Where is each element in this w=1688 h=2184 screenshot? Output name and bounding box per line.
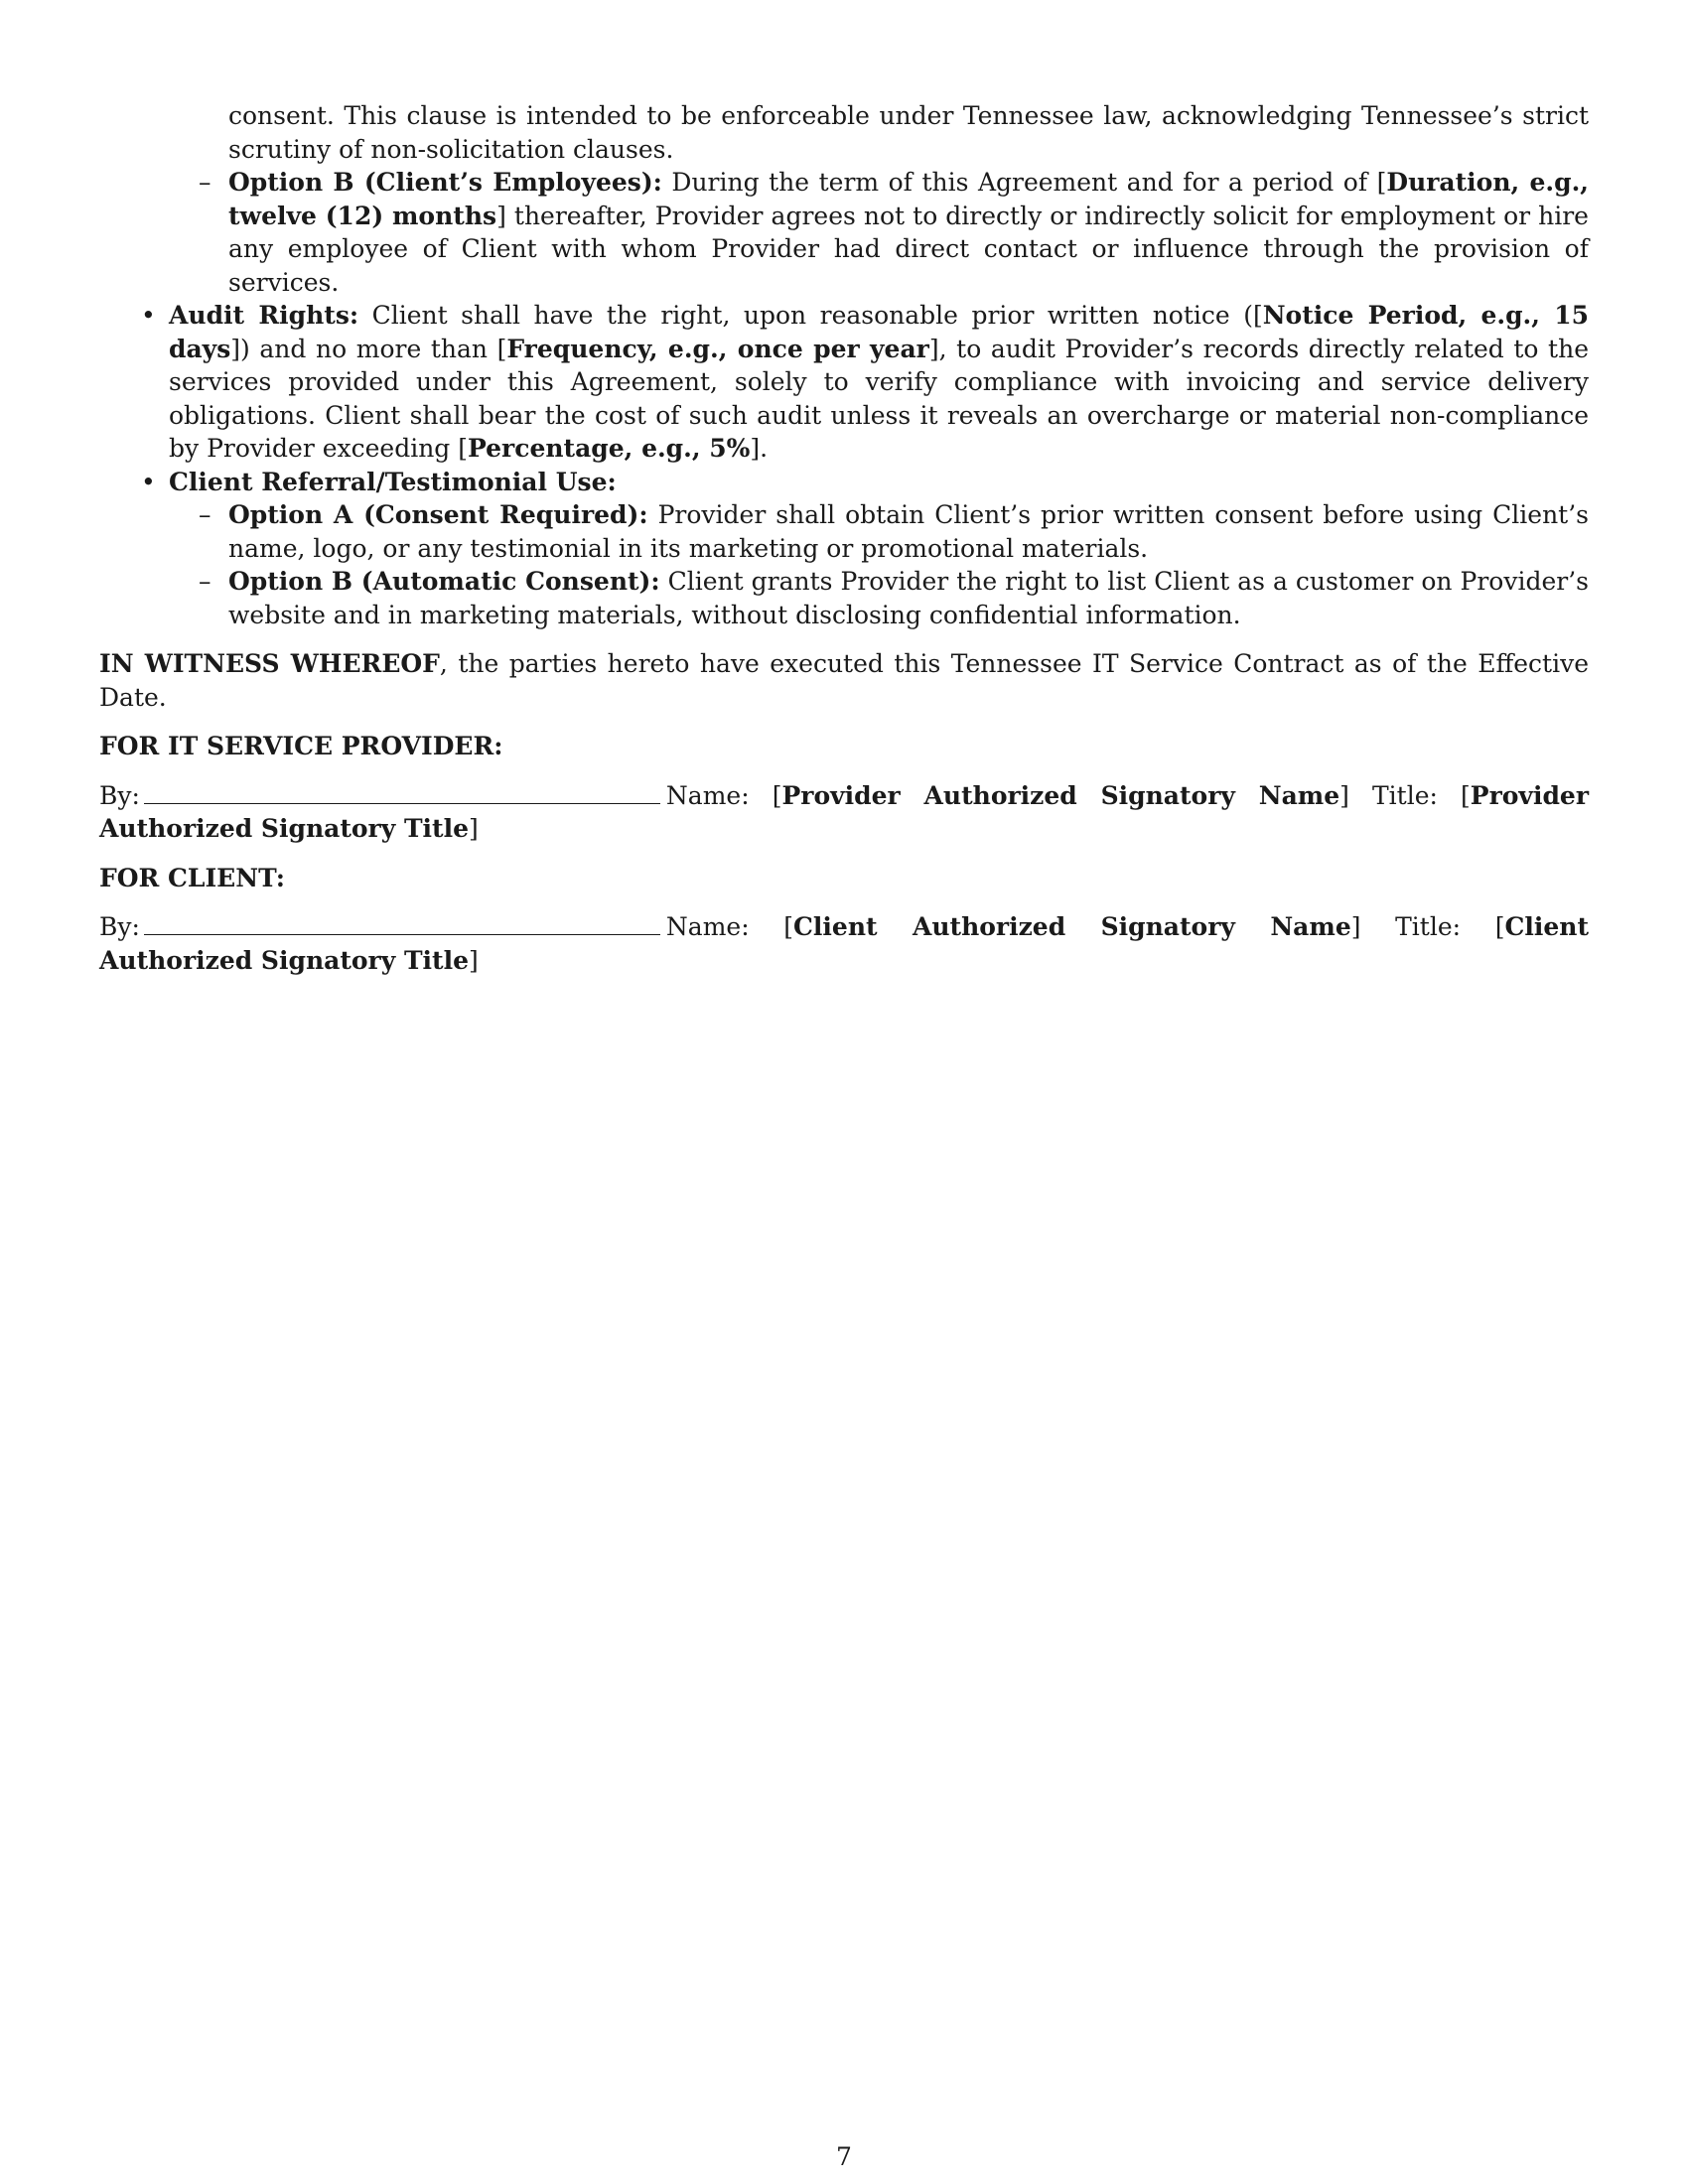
frequency-placeholder: Frequency, e.g., once per year [506,334,929,363]
option-b-client-employees [199,166,1589,299]
option-b-employees-text-2: ] thereafter, Provider agrees not to directly or indirectly solicit for employment or hire any employee of Client with whom Provider had direct contact or influence through the provision of services. [228,201,1589,297]
option-b-consent-text: Client grants Provider the right to list Client as a customer on Provider’s website and in marketing materials, without disclosing confidential information. [228,567,1589,629]
page-number: 7 [836,2142,852,2171]
audit-rights-item [141,299,1590,466]
option-b-consent-label: Option B (Automatic Consent): [228,567,660,596]
witness-label: IN WITNESS WHEREOF [99,649,440,678]
referral-label: Client Referral/Testimonial Use: [169,467,617,496]
option-b-employees-label: Option B (Client’s Employees): [228,168,662,197]
client-heading: FOR CLIENT: [99,863,286,892]
provider-title-value: Provider Authorized Signatory Title [99,780,1590,843]
dash-marker: – [199,168,211,197]
provider-close-bracket: ] [469,814,479,843]
witness-paragraph [99,647,1589,714]
option-a-label: Option A (Consent Required): [228,500,648,529]
percentage-placeholder: Percentage, e.g., 5% [468,434,751,463]
option-a-consent-required [199,498,1589,565]
referral-item [141,466,1589,499]
provider-signature-line[interactable] [144,781,660,804]
dash-marker: – [199,567,211,596]
bullet-marker: • [141,467,156,496]
non-solicit-continuation [228,99,1589,166]
option-b-automatic-consent [199,565,1589,631]
provider-heading: FOR IT SERVICE PROVIDER: [99,732,503,760]
duration-placeholder: Duration, e.g., twelve (12) months [228,168,1589,230]
continuation-text: consent. This clause is intended to be enforceable under Tennessee law, acknowledging Tennessee’s strict scrutiny of non-solicitation clauses. [228,101,1589,164]
witness-text: , the parties hereto have executed this Tennessee IT Service Contract as of the Effective Date. [99,649,1589,712]
client-close-bracket: ] [469,945,479,975]
client-signature-line[interactable] [144,912,660,935]
option-b-employees-text-1: During the term of this Agreement and for a period of [ [661,168,1387,197]
provider-by-label: By: [99,780,140,810]
client-name-label: Name: [ [665,912,794,941]
option-a-text: Provider shall obtain Client’s prior written consent before using Client’s name, logo, or any testimonial in its marketing or promotional materials. [228,500,1589,563]
bullet-marker: • [141,301,156,330]
audit-rights-text-4: ]. [750,434,769,463]
provider-signature-block [99,779,1589,846]
document-page [99,99,1589,977]
client-by-label: By: [99,912,140,941]
dash-marker: – [199,500,211,529]
provider-name-value: Provider Authorized Signatory Name [781,780,1340,810]
audit-rights-text-3: ], to audit Provider’s records directly related to the services provided under this Agreement, solely to verify compliance with invoicing and service delivery obligations. Client shall bear the cost of such audit unless it reveals an overcharge or material non-compliance by Provider exceeding [ [169,334,1590,463]
audit-rights-text-2: ]) and no more than [ [230,334,507,363]
audit-rights-label: Audit Rights: [169,301,359,330]
audit-rights-text-1: Client shall have the right, upon reasonable prior written notice ([ [358,301,1263,330]
provider-name-label: Name: [ [665,780,782,810]
client-signature-block [99,910,1589,977]
provider-title-label: ] Title: [ [1339,780,1471,810]
client-title-label: ] Title: [ [1350,912,1505,941]
notice-period-placeholder: Notice Period, e.g., 15 days [169,301,1589,363]
client-title-value: Client Authorized Signatory Title [99,912,1589,975]
client-name-value: Client Authorized Signatory Name [793,912,1351,941]
